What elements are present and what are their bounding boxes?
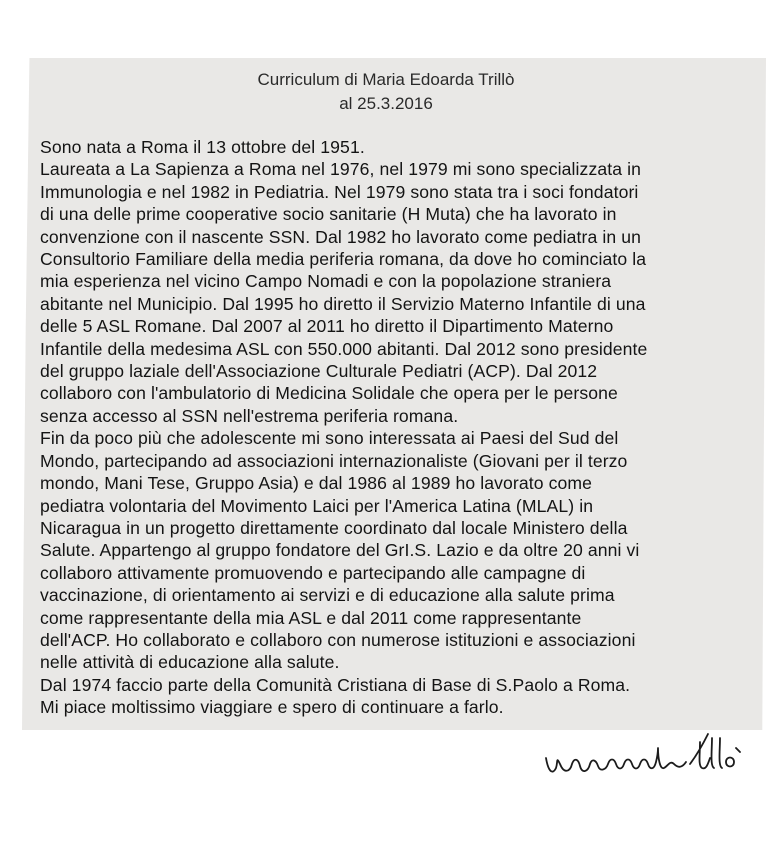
body-line: mondo, Mani Tese, Gruppo Asia) e dal 1986 al 1989 ho lavorato come	[40, 473, 593, 494]
body-line: vaccinazione, di orientamento ai servizi e di educazione alla salute prima	[40, 585, 615, 606]
body-line: Salute. Appartengo al gruppo fondatore del GrI.S. Lazio e da oltre 20 anni vi	[40, 540, 640, 561]
body-line: Mondo, partecipando ad associazioni internazionaliste (Giovani per il terzo	[40, 450, 628, 471]
handwritten-signature	[540, 728, 760, 788]
title-line-date: al 25.3.2016	[339, 94, 433, 113]
body-line: Dal 1974 faccio parte della Comunità Cristiana di Base di S.Paolo a Roma.	[40, 674, 631, 695]
body-line: collaboro con l'ambulatorio di Medicina Solidale che opera per le persone	[40, 383, 618, 404]
body-line: nelle attività di educazione alla salute.	[40, 652, 340, 673]
body-line: convenzione con il nascente SSN. Dal 1982 ho lavorato come pediatra in un	[40, 226, 641, 247]
body-line: delle 5 ASL Romane. Dal 2007 al 2011 ho diretto il Dipartimento Materno	[40, 316, 614, 337]
document-title	[236, 68, 536, 116]
document-body	[40, 136, 756, 719]
body-line: senza accesso al SSN nell'estrema periferia romana.	[40, 405, 459, 426]
body-line: Fin da poco più che adolescente mi sono interessata ai Paesi del Sud del	[40, 428, 619, 449]
body-line: dell'ACP. Ho collaborato e collaboro con numerose istituzioni e associazioni	[40, 629, 636, 650]
body-line: collaboro attivamente promuovendo e partecipando alle campagne di	[40, 562, 586, 583]
title-line-name: Curriculum di Maria Edoarda Trillò	[257, 70, 515, 89]
body-line: Mi piace moltissimo viaggiare e spero di continuare a farlo.	[40, 697, 504, 718]
body-line: Consultorio Familiare della media periferia romana, da dove ho cominciato la	[40, 249, 647, 270]
body-line: Immunologia e nel 1982 in Pediatria. Nel 1979 sono stata tra i soci fondatori	[40, 181, 639, 202]
body-line: Nicaragua in un progetto direttamente coordinato dal locale Ministero della	[40, 517, 628, 538]
body-line: Infantile della medesima ASL con 550.000 abitanti. Dal 2012 sono presidente	[40, 338, 648, 359]
body-line: pediatra volontaria del Movimento Laici per l'America Latina (MLAL) in	[40, 495, 594, 516]
body-line: del gruppo laziale dell'Associazione Culturale Pediatri (ACP). Dal 2012	[40, 361, 598, 382]
body-line: abitante nel Municipio. Dal 1995 ho diretto il Servizio Materno Infantile di una	[40, 293, 646, 314]
body-line: Laureata a La Sapienza a Roma nel 1976, nel 1979 mi sono specializzata in	[40, 159, 641, 180]
body-line: Sono nata a Roma il 13 ottobre del 1951.	[40, 137, 365, 157]
body-line: mia esperienza nel vicino Campo Nomadi e con la popolazione straniera	[40, 271, 612, 292]
body-line: come rappresentante della mia ASL e dal 2011 come rappresentante	[40, 607, 582, 628]
body-line: di una delle prime cooperative socio sanitarie (H Muta) che ha lavorato in	[40, 204, 617, 225]
